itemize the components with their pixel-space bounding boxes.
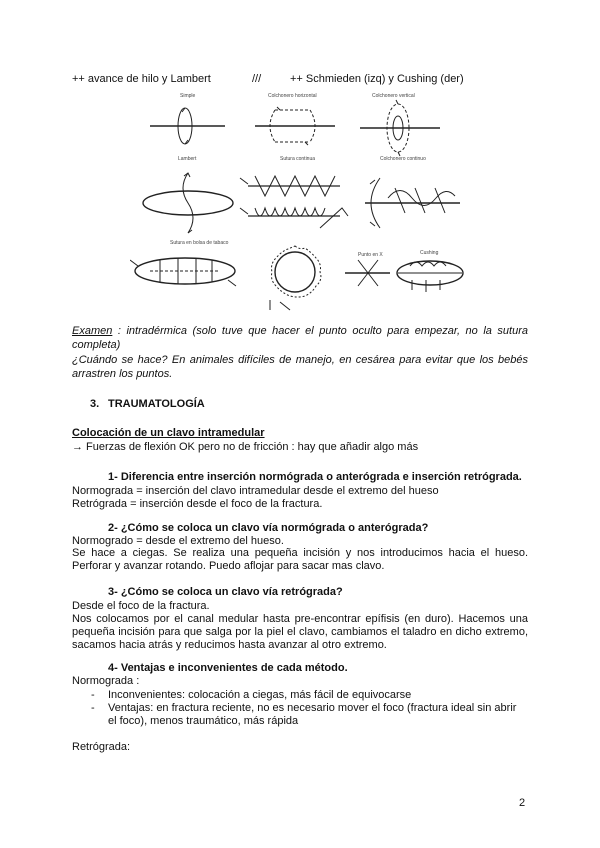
q1-heading: 1- Diferencia entre inserción normógrada o anterógrada e inserción retrógrada. bbox=[108, 471, 522, 483]
header-separator: /// bbox=[252, 73, 262, 85]
examen-line-1 bbox=[72, 325, 528, 338]
clavo-title: Colocación de un clavo intramedular bbox=[72, 427, 265, 439]
q2-line-3: Perforar y avanzar rotando. Puedo aflojar para sacar mas clavo. bbox=[72, 560, 385, 572]
page-number: 2 bbox=[519, 797, 526, 809]
q4-heading: 4- Ventajas e inconvenientes de cada método. bbox=[108, 662, 348, 674]
suture-figure bbox=[130, 88, 470, 320]
examen-label: Examen bbox=[72, 325, 113, 337]
q4-subheading: Normograda : bbox=[72, 675, 140, 687]
q2-heading: 2- ¿Cómo se coloca un clavo vía normógrada o anterógrada? bbox=[108, 522, 429, 534]
header-left: ++ avance de hilo y Lambert bbox=[72, 73, 211, 85]
q4-bullet-1-dash: - bbox=[91, 689, 95, 701]
figure-label-colchonero-horizontal: Colchonero horizontal bbox=[268, 93, 317, 99]
examen-text-1: : intradérmica (solo tuve que hacer el punto oculto para empezar, no la sutura bbox=[112, 325, 528, 337]
figure-label-colchonero-vertical: Colchonero vertical bbox=[372, 93, 415, 99]
q3-line-1: Desde el foco de la fractura. bbox=[72, 600, 210, 612]
figure-label-colchonero-continuo: Colchonero continuo bbox=[380, 156, 426, 162]
q2-line-2: Se hace a ciegas. Se realiza una pequeña incisión y nos introducimos hacia el hueso. bbox=[72, 547, 528, 559]
q4-bullet-2-text-1: Ventajas: en fractura reciente, no es necesario mover el foco (fractura ideal sin abrir bbox=[108, 702, 517, 714]
q3-line-4: sacamos hacia atrás y reducimos hasta avanzar al otro extremo. bbox=[72, 639, 387, 651]
figure-label-bolsa-tabaco: Sutura en bolsa de tabaco bbox=[170, 240, 229, 246]
section-number: 3. bbox=[90, 398, 100, 410]
q4-bullet-1-text: Inconvenientes: colocación a ciegas, más fácil de equivocarse bbox=[108, 689, 412, 701]
q3-line-2: Nos colocamos por el canal medular hasta pre-encontrar epífisis (en duro). Hacemos una bbox=[72, 613, 528, 625]
figure-label-punto-x: Punto en X bbox=[358, 252, 383, 258]
figure-label-lambert: Lambert bbox=[178, 156, 197, 162]
q4-retrograda: Retrógrada: bbox=[72, 741, 131, 753]
figure-label-sutura-continua: Sutura continua bbox=[280, 156, 316, 162]
examen-line-3: ¿Cuándo se hace? En animales difíciles de manejo, en cesárea para evitar que los bebés bbox=[72, 354, 528, 366]
header-right: ++ Schmieden (izq) y Cushing (der) bbox=[290, 73, 464, 85]
q3-heading: 3- ¿Cómo se coloca un clavo vía retrógrada? bbox=[108, 586, 343, 598]
section-title: TRAUMATOLOGÍA bbox=[108, 398, 205, 410]
q3-line-3: pequeña incisión para que salga por la piel el clavo, cambiamos el taladro en dicho extremo, bbox=[72, 626, 528, 638]
q4-bullet-2-text-2: el foco), menos traumático, más rápida bbox=[108, 715, 299, 727]
clavo-intro: → Fuerzas de flexión OK pero no de fricción : hay que añadir algo más bbox=[72, 441, 419, 453]
examen-line-2: completa) bbox=[72, 339, 121, 351]
figure-label-cushing: Cushing bbox=[420, 250, 439, 256]
q2-line-1: Normogrado = desde el extremo del hueso. bbox=[72, 535, 284, 547]
q4-bullet-2-dash: - bbox=[91, 702, 95, 714]
figure-label-simple: Simple bbox=[180, 93, 196, 99]
q1-line-1: Normograda = inserción del clavo intramedular desde el extremo del hueso bbox=[72, 485, 439, 497]
examen-line-4: arrastren los puntos. bbox=[72, 368, 173, 380]
q1-line-2: Retrógrada = inserción desde el foco de la fractura. bbox=[72, 498, 323, 510]
